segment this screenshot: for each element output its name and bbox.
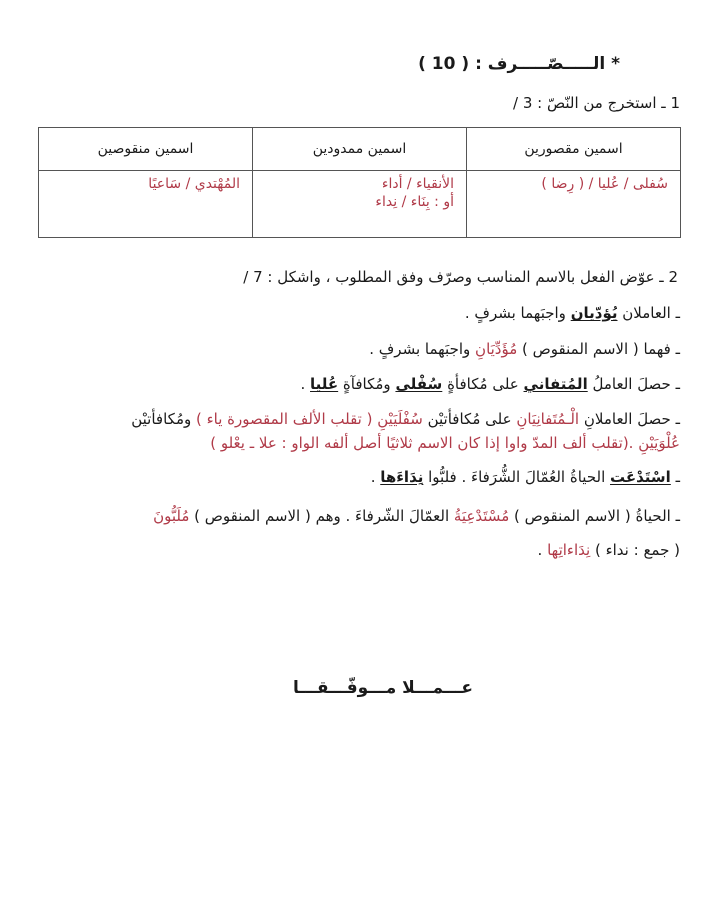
line3-c: ومُكافآةٍ: [338, 375, 396, 393]
section-title: * الـــــصّـــــرف : ( 10 ): [418, 54, 620, 74]
line1-post: واجبَهما بشرفٍ .: [464, 304, 571, 322]
exercise-line-4-cont: عُلْوَيَيْنِ .(تقلب ألف المدّ واوا إذا كان الاسم ثلاثيًا أصل ألفه الواو : علا ـ يعْلو ): [210, 434, 680, 452]
header-mamdud: اسمين ممدودين: [253, 128, 467, 171]
answer-maqsur: [467, 171, 681, 238]
line5-verb: اسْتَدْعَت: [610, 468, 671, 486]
line5-post: .: [370, 468, 381, 486]
line4-answer-2: سُفْلَيَيْنِ ( تقلب الألف المقصورة ياء ): [196, 410, 423, 428]
exercise-line-2: [369, 340, 680, 358]
line3-d: .: [300, 375, 311, 393]
closing-wish: عـــمـــلا مـــوفّـــقـــا: [293, 678, 473, 698]
answer-mamdud: [253, 171, 467, 238]
answer-manqus-text: المُهْتدي / سَاعيًا: [148, 176, 240, 192]
line7-answer: نِدَاءاتِها: [547, 541, 591, 559]
header-manqus: اسمين منقوصين: [39, 128, 253, 171]
line5-pre: ـ: [670, 468, 680, 486]
header-maqsur: اسمين مقصورين: [467, 128, 681, 171]
line3-b: على مُكافأةٍ: [442, 375, 524, 393]
line5-noun: نِدَاءَها: [380, 468, 424, 486]
line2-answer: مُؤَدِّيَانِ: [475, 340, 518, 358]
line4-answer-1: الْـمُتَفانِيَانِ: [516, 410, 580, 428]
line1-pre: ـ العاملان: [617, 304, 680, 322]
line5-mid: الحياةُ العُمّالَ الشُّرَفاءَ . فلبُّوا: [423, 468, 611, 486]
line6-pre: ـ الحياةُ ( الاسم المنقوص ): [509, 507, 680, 525]
line6-mid: العمّالَ الشّرفاءَ . وهم ( الاسم المنقوص ): [189, 507, 454, 525]
exercise-line-6: [153, 507, 680, 525]
exercise-line-3: [300, 375, 680, 393]
line6-answer-2: مُلَبُّونَ: [153, 507, 190, 525]
line3-word-3: عُليا: [310, 375, 339, 393]
line7-pre: ( جمع : نداء ): [590, 541, 680, 559]
table-answer-row: [39, 171, 681, 238]
question-1-prompt: 1 ـ استخرج من النّصّ : 3 /: [513, 94, 680, 112]
line3-word-1: المُتفاني: [523, 375, 588, 393]
line4-b: على مُكافأتيْن: [422, 410, 517, 428]
line3-word-2: سُفْلى: [395, 375, 443, 393]
word-table: [38, 127, 681, 238]
line2-pre: ـ فهما ( الاسم المنقوص ): [517, 340, 680, 358]
line4-c: ومُكافأتيْن: [131, 410, 196, 428]
answer-mamdud-line2: أو : بِنَاء / نِداء: [375, 194, 454, 210]
line3-a: ـ حصلَ العاملُ: [587, 375, 680, 393]
exercise-line-1: [465, 304, 680, 322]
answer-maqsur-text: سُفلى / عُليا / ( رِضا ): [541, 176, 668, 192]
question-2-prompt: 2 ـ عوّض الفعل بالاسم المناسب وصرّف وفق المطلوب ، واشكل : 7 /: [243, 268, 678, 286]
line2-post: واجبَهما بشرفٍ .: [369, 340, 476, 358]
line4-a: ـ حصلَ العاملانِ: [579, 410, 680, 428]
answer-mamdud-line1: الأنقياء / أداء: [381, 176, 454, 192]
exercise-line-7: [538, 541, 680, 559]
exercise-line-4: [131, 410, 680, 428]
answer-manqus: [39, 171, 253, 238]
table-header-row: [39, 128, 681, 171]
line6-answer-1: مُسْتَدْعِيَةُ: [453, 507, 510, 525]
line1-verb: يُؤدّيان: [570, 304, 618, 322]
exercise-line-5: [371, 468, 680, 486]
line7-post: .: [537, 541, 548, 559]
